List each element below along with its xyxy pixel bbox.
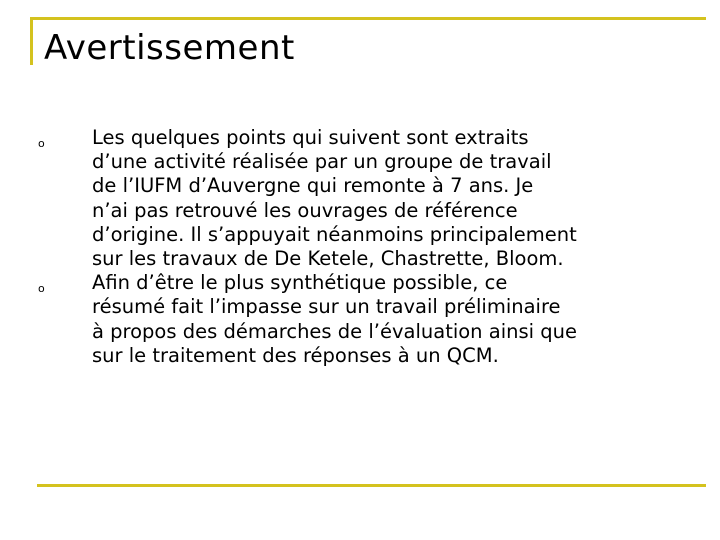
bullet-item	[38, 271, 698, 368]
bullet-text: Afin d’être le plus synthétique possible, ce résumé fait l’impasse sur un travail préliminaire à propos des démarches de l’évaluation ainsi que sur le traitement des réponses à un QCM.	[92, 271, 577, 367]
bullet-text: Les quelques points qui suivent sont extraits d’une activité réalisée par un groupe de travail de l’IUFM d’Auvergne qui remonte à 7 ans. Je n’ai pas retrouvé les ouvrages de référence d’origine. Il s’appuyait néanmoins principalement sur les travaux de De Ketele, Chastrette, Bloom.	[92, 126, 577, 271]
footer-rule	[37, 484, 706, 487]
slide-title: Avertissement	[44, 28, 295, 68]
bullet-item	[38, 126, 698, 271]
title-frame-top-rule	[30, 17, 706, 20]
bullet-marker-icon: o	[38, 282, 45, 296]
title-frame-left-rule	[30, 17, 33, 65]
slide-body	[38, 126, 698, 368]
bullet-marker-icon: o	[38, 137, 45, 150]
